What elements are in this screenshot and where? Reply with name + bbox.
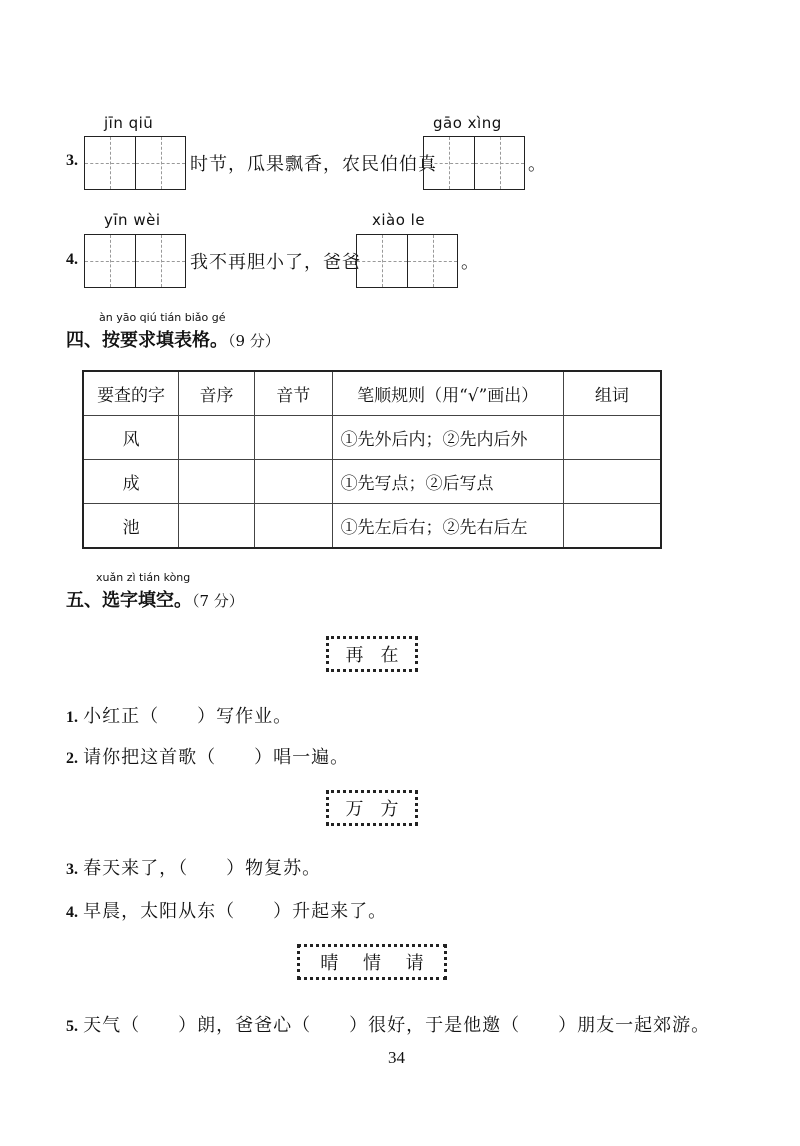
section4-score: （9 分） xyxy=(228,332,280,350)
s5-q5-number: 5. xyxy=(66,1018,78,1035)
s5-q2-number: 2. xyxy=(66,750,78,767)
writing-cell[interactable] xyxy=(357,235,407,287)
s5-q1-text: 小红正（ ）写作业。 xyxy=(83,706,293,727)
stroke-rule-cell[interactable]: ①先外后内；②先内后外 xyxy=(332,416,563,460)
lookup-table xyxy=(82,370,662,549)
q4-number: 4. xyxy=(66,251,78,268)
s5-q2 xyxy=(66,743,349,769)
writing-cell[interactable] xyxy=(407,235,457,287)
choice-box-zai xyxy=(326,636,418,672)
section4-pinyin: àn yāo qiú tián biǎo gé xyxy=(99,311,226,324)
choice-char: 情 xyxy=(362,953,381,974)
section5-pinyin: xuǎn zì tián kòng xyxy=(96,571,191,584)
writing-cell[interactable] xyxy=(424,137,474,189)
table-row xyxy=(83,504,661,549)
s5-q1-number: 1. xyxy=(66,709,78,726)
zuci-cell[interactable] xyxy=(563,504,661,549)
s5-q3 xyxy=(66,854,321,880)
choice-char: 再 xyxy=(345,645,364,666)
row-char: 池 xyxy=(83,504,179,549)
q4-writing-box-2[interactable] xyxy=(356,234,458,288)
header-zuci: 组词 xyxy=(563,371,661,416)
yinxu-cell[interactable] xyxy=(179,504,255,549)
section5-score: （7 分） xyxy=(192,592,244,610)
section4-title xyxy=(66,326,280,352)
section5-title-text: 五、选字填空。 xyxy=(66,590,192,611)
page-number: 34 xyxy=(388,1048,405,1067)
q3-writing-box-1[interactable] xyxy=(84,136,186,190)
zuci-cell[interactable] xyxy=(563,460,661,504)
q4-text: 我不再胆小了，爸爸 xyxy=(190,252,361,273)
header-yinjie: 音节 xyxy=(254,371,332,416)
s5-q4-text: 早晨，太阳从东（ ）升起来了。 xyxy=(83,901,388,922)
row-char: 风 xyxy=(83,416,179,460)
s5-q5 xyxy=(66,1011,710,1037)
stroke-rule-cell[interactable]: ①先写点；②后写点 xyxy=(332,460,563,504)
q4-end: 。 xyxy=(461,252,480,273)
q3-pinyin-jinqiu: jīn qiū xyxy=(104,114,154,132)
choice-char: 万 xyxy=(345,799,364,820)
yinjie-cell[interactable] xyxy=(254,460,332,504)
choice-box-qing xyxy=(297,944,447,980)
q4-pinyin-yinwei: yīn wèi xyxy=(104,211,161,229)
stroke-rule-cell[interactable]: ①先左后右；②先右后左 xyxy=(332,504,563,549)
yinxu-cell[interactable] xyxy=(179,460,255,504)
choice-box-wan xyxy=(326,790,418,826)
header-char: 要查的字 xyxy=(83,371,179,416)
table-row xyxy=(83,416,661,460)
q4-pinyin-xiaole: xiào le xyxy=(372,211,426,229)
writing-cell[interactable] xyxy=(474,137,524,189)
choice-char: 在 xyxy=(380,645,399,666)
q3-number: 3. xyxy=(66,152,78,169)
yinjie-cell[interactable] xyxy=(254,504,332,549)
s5-q5-text: 天气（ ）朗，爸爸心（ ）很好，于是他邀（ ）朋友一起郊游。 xyxy=(83,1015,711,1036)
choice-char: 晴 xyxy=(320,953,339,974)
zuci-cell[interactable] xyxy=(563,416,661,460)
s5-q1 xyxy=(66,702,292,728)
writing-cell[interactable] xyxy=(85,137,135,189)
s5-q2-text: 请你把这首歌（ ）唱一遍。 xyxy=(83,747,350,768)
q3-writing-box-2[interactable] xyxy=(423,136,525,190)
yinxu-cell[interactable] xyxy=(179,416,255,460)
table-header-row xyxy=(83,371,661,416)
section4-title-text: 四、按要求填表格。 xyxy=(66,330,228,351)
row-char: 成 xyxy=(83,460,179,504)
choice-char: 方 xyxy=(380,799,399,820)
table-row xyxy=(83,460,661,504)
yinjie-cell[interactable] xyxy=(254,416,332,460)
section5-title xyxy=(66,586,244,612)
choice-char: 请 xyxy=(405,953,424,974)
q4-writing-box-1[interactable] xyxy=(84,234,186,288)
header-yinxu: 音序 xyxy=(179,371,255,416)
q3-pinyin-gaoxing: gāo xìng xyxy=(433,114,502,132)
q3-text: 时节，瓜果飘香，农民伯伯真 xyxy=(190,154,437,175)
header-stroke-rule: 笔顺规则（用“√”画出） xyxy=(332,371,563,416)
s5-q3-text: 春天来了，（ ）物复苏。 xyxy=(83,858,322,879)
s5-q3-number: 3. xyxy=(66,861,78,878)
writing-cell[interactable] xyxy=(135,137,185,189)
q3-end: 。 xyxy=(528,154,547,175)
writing-cell[interactable] xyxy=(85,235,135,287)
writing-cell[interactable] xyxy=(135,235,185,287)
s5-q4-number: 4. xyxy=(66,904,78,921)
s5-q4 xyxy=(66,897,387,923)
